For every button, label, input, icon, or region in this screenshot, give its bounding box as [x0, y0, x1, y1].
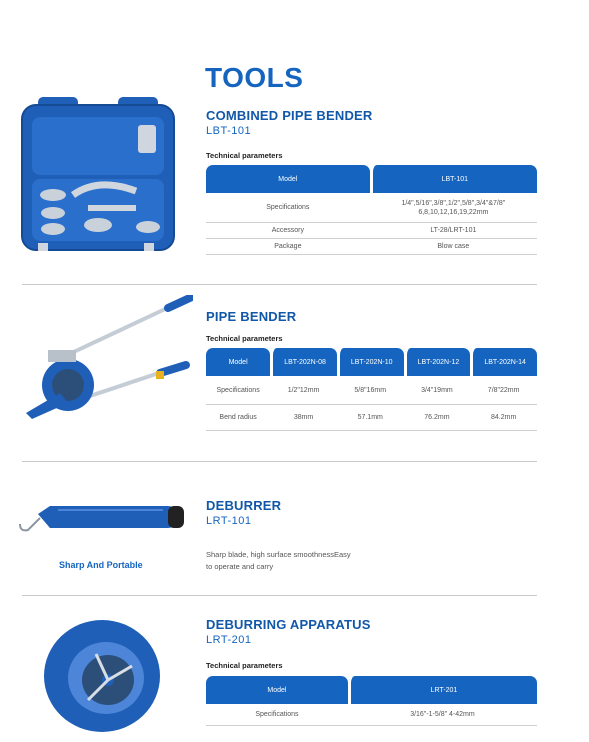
- section-title-pipe-bender: PIPE BENDER: [206, 309, 297, 324]
- table-cell: Package: [206, 239, 370, 255]
- section-title-combined-pipe-bender: COMBINED PIPE BENDER: [206, 108, 373, 123]
- table-header: LBT-202N-12: [404, 348, 471, 376]
- product-description: [206, 549, 351, 573]
- table-row: [206, 704, 537, 726]
- table-row: [206, 223, 537, 239]
- table-cell: 7/8"22mm: [470, 376, 537, 405]
- table-header: LRT-201: [348, 676, 537, 704]
- deburring-apparatus-image: [40, 614, 165, 734]
- section-title-deburrer: DEBURRER: [206, 498, 282, 513]
- feature-label: Sharp And Portable: [59, 560, 143, 570]
- table-cell: 3/4"19mm: [404, 376, 471, 405]
- table-row: [206, 376, 537, 405]
- model-number: LBT-101: [206, 125, 252, 137]
- divider: [22, 284, 537, 285]
- table-cell: Bend radius: [206, 405, 270, 431]
- table-cell: 5/8"16mm: [337, 376, 404, 405]
- pipe-bender-image: [18, 295, 193, 425]
- spec-table-pipe-bender: [206, 348, 537, 431]
- table-header: LBT-202N-08: [270, 348, 337, 376]
- table-cell: [370, 193, 537, 223]
- model-number: LRT-101: [206, 515, 252, 527]
- table-row: [206, 193, 537, 223]
- technical-parameters-label: Technical parameters: [206, 334, 283, 343]
- combined-pipe-bender-image: [18, 95, 178, 255]
- divider: [22, 595, 537, 596]
- table-cell: Specifications: [206, 704, 348, 726]
- table-cell: Specifications: [206, 376, 270, 405]
- deburrer-image: [18, 498, 188, 538]
- model-number: LRT-201: [206, 634, 252, 646]
- table-cell: 84.2mm: [470, 405, 537, 431]
- table-cell: Specifications: [206, 193, 370, 223]
- table-cell: 76.2mm: [404, 405, 471, 431]
- section-title-deburring-apparatus: DEBURRING APPARATUS: [206, 617, 371, 632]
- technical-parameters-label: Technical parameters: [206, 151, 283, 160]
- table-cell: 3/16"-1-5/8" 4-42mm: [348, 704, 537, 726]
- table-cell: Blow case: [370, 239, 537, 255]
- description-line: Sharp blade, high surface smoothnessEasy: [206, 550, 351, 559]
- table-row: [206, 239, 537, 255]
- table-header: Model: [206, 165, 370, 193]
- table-cell: LT-28/LRT-101: [370, 223, 537, 239]
- table-cell: 57.1mm: [337, 405, 404, 431]
- spec-table-deburring-apparatus: [206, 676, 537, 726]
- description-line: to operate and carry: [206, 562, 274, 571]
- table-cell: 1/2"12mm: [270, 376, 337, 405]
- page-title: TOOLS: [205, 62, 304, 93]
- table-header: Model: [206, 676, 348, 704]
- spec-line: 1/4",5/16",3/8",1/2",5/8",3/4"&7/8": [401, 199, 506, 207]
- table-header: LBT-202N-14: [470, 348, 537, 376]
- divider: [22, 461, 537, 462]
- technical-parameters-label: Technical parameters: [206, 661, 283, 670]
- table-header: Model: [206, 348, 270, 376]
- spec-table-combined-pipe-bender: [206, 165, 537, 255]
- table-header: LBT-101: [370, 165, 537, 193]
- table-header: LBT-202N-10: [337, 348, 404, 376]
- spec-line: 6,8,10,12,16,19,22mm: [418, 208, 489, 216]
- table-row: [206, 405, 537, 431]
- table-cell: 38mm: [270, 405, 337, 431]
- table-cell: Accessory: [206, 223, 370, 239]
